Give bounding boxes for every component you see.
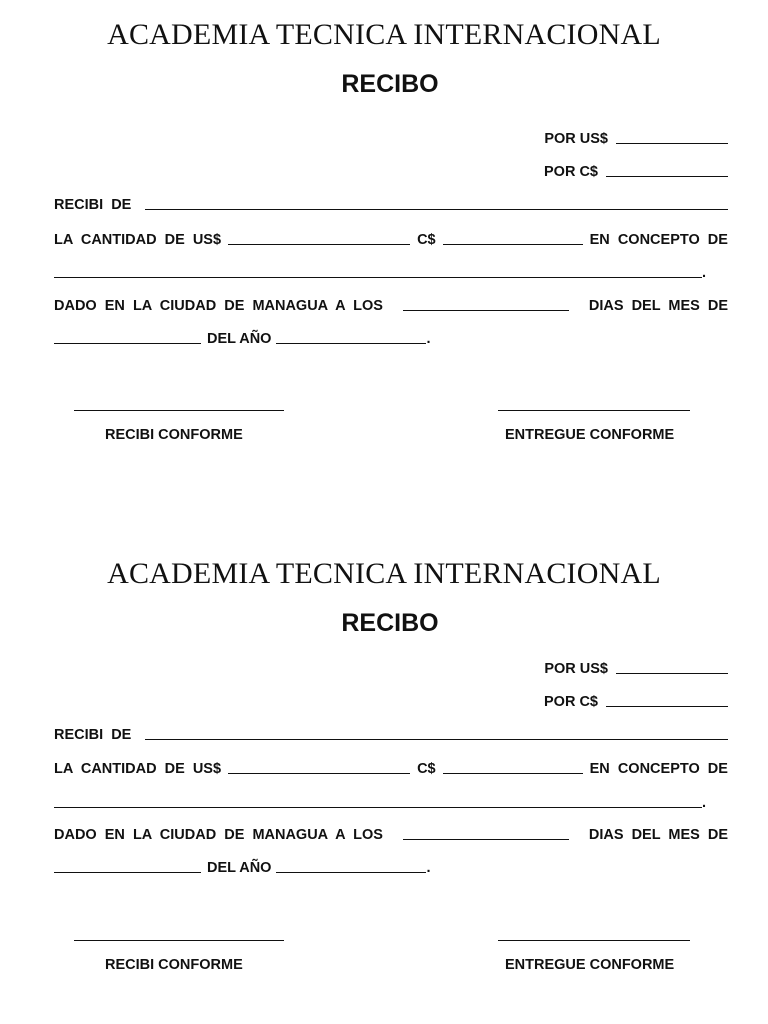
ano-field[interactable] [276, 343, 426, 344]
del-ano-label: DEL AÑO [207, 331, 272, 347]
del-ano-label: DEL AÑO [207, 860, 272, 876]
recibi-de-label: RECIBI DE [54, 197, 132, 213]
entregue-conforme-label: ENTREGUE CONFORME [505, 957, 675, 973]
dias-mes-label: DIAS DEL MES DE [588, 827, 728, 843]
recibi-de-field[interactable] [145, 209, 728, 210]
concepto-field[interactable] [54, 807, 702, 808]
concepto-field[interactable] [54, 277, 702, 278]
por-cs-label: POR C$ [544, 694, 598, 710]
dias-field[interactable] [403, 839, 569, 840]
entregue-conforme-signature-line[interactable] [498, 410, 690, 411]
cantidad-cs-label: C$ [417, 232, 436, 248]
entregue-conforme-label: ENTREGUE CONFORME [505, 427, 675, 443]
dado-label: DADO EN LA CIUDAD DE MANAGUA A LOS [54, 298, 383, 314]
por-usd-label: POR US$ [544, 661, 608, 677]
organization-name: ACADEMIA TECNICA INTERNACIONAL [107, 557, 661, 590]
por-usd-row [54, 657, 728, 677]
receipt-title: RECIBO [341, 70, 439, 98]
receipt-2 [0, 539, 768, 1019]
concepto-period: . [702, 795, 707, 811]
concepto-label: EN CONCEPTO DE [589, 232, 728, 248]
organization-name: ACADEMIA TECNICA INTERNACIONAL [107, 18, 661, 51]
recibi-de-row [54, 193, 728, 213]
por-usd-field[interactable] [616, 673, 728, 674]
cantidad-cs-field[interactable] [443, 773, 583, 774]
recibi-conforme-label: RECIBI CONFORME [105, 957, 243, 973]
dado-row [54, 823, 728, 843]
recibi-de-field[interactable] [145, 739, 728, 740]
dado-row [54, 294, 728, 314]
mes-field[interactable] [54, 872, 201, 873]
mes-ano-row [54, 327, 728, 347]
cantidad-cs-label: C$ [417, 761, 436, 777]
por-cs-row [54, 160, 728, 180]
dias-mes-label: DIAS DEL MES DE [588, 298, 728, 314]
recibi-conforme-label: RECIBI CONFORME [105, 427, 243, 443]
por-usd-row [54, 127, 728, 147]
cantidad-usd-label: LA CANTIDAD DE US$ [54, 232, 222, 248]
por-cs-field[interactable] [606, 176, 728, 177]
cantidad-usd-field[interactable] [228, 773, 410, 774]
mes-field[interactable] [54, 343, 201, 344]
concepto-row [54, 261, 728, 281]
recibi-conforme-signature-line[interactable] [74, 410, 284, 411]
receipt-title: RECIBO [341, 609, 439, 637]
por-cs-label: POR C$ [544, 164, 598, 180]
cantidad-row [54, 228, 728, 248]
recibi-de-label: RECIBI DE [54, 727, 132, 743]
mes-ano-row [54, 856, 728, 876]
ano-period: . [426, 860, 431, 876]
recibi-conforme-signature-line[interactable] [74, 940, 284, 941]
ano-period: . [426, 331, 431, 347]
receipt-1 [0, 0, 768, 480]
cantidad-usd-field[interactable] [228, 244, 410, 245]
concepto-row [54, 791, 728, 811]
entregue-conforme-signature-line[interactable] [498, 940, 690, 941]
concepto-period: . [702, 265, 707, 281]
cantidad-row [54, 757, 728, 777]
recibi-de-row [54, 723, 728, 743]
por-cs-row [54, 690, 728, 710]
ano-field[interactable] [276, 872, 426, 873]
por-cs-field[interactable] [606, 706, 728, 707]
concepto-label: EN CONCEPTO DE [589, 761, 728, 777]
por-usd-field[interactable] [616, 143, 728, 144]
por-usd-label: POR US$ [544, 131, 608, 147]
dado-label: DADO EN LA CIUDAD DE MANAGUA A LOS [54, 827, 383, 843]
cantidad-usd-label: LA CANTIDAD DE US$ [54, 761, 222, 777]
dias-field[interactable] [403, 310, 569, 311]
cantidad-cs-field[interactable] [443, 244, 583, 245]
